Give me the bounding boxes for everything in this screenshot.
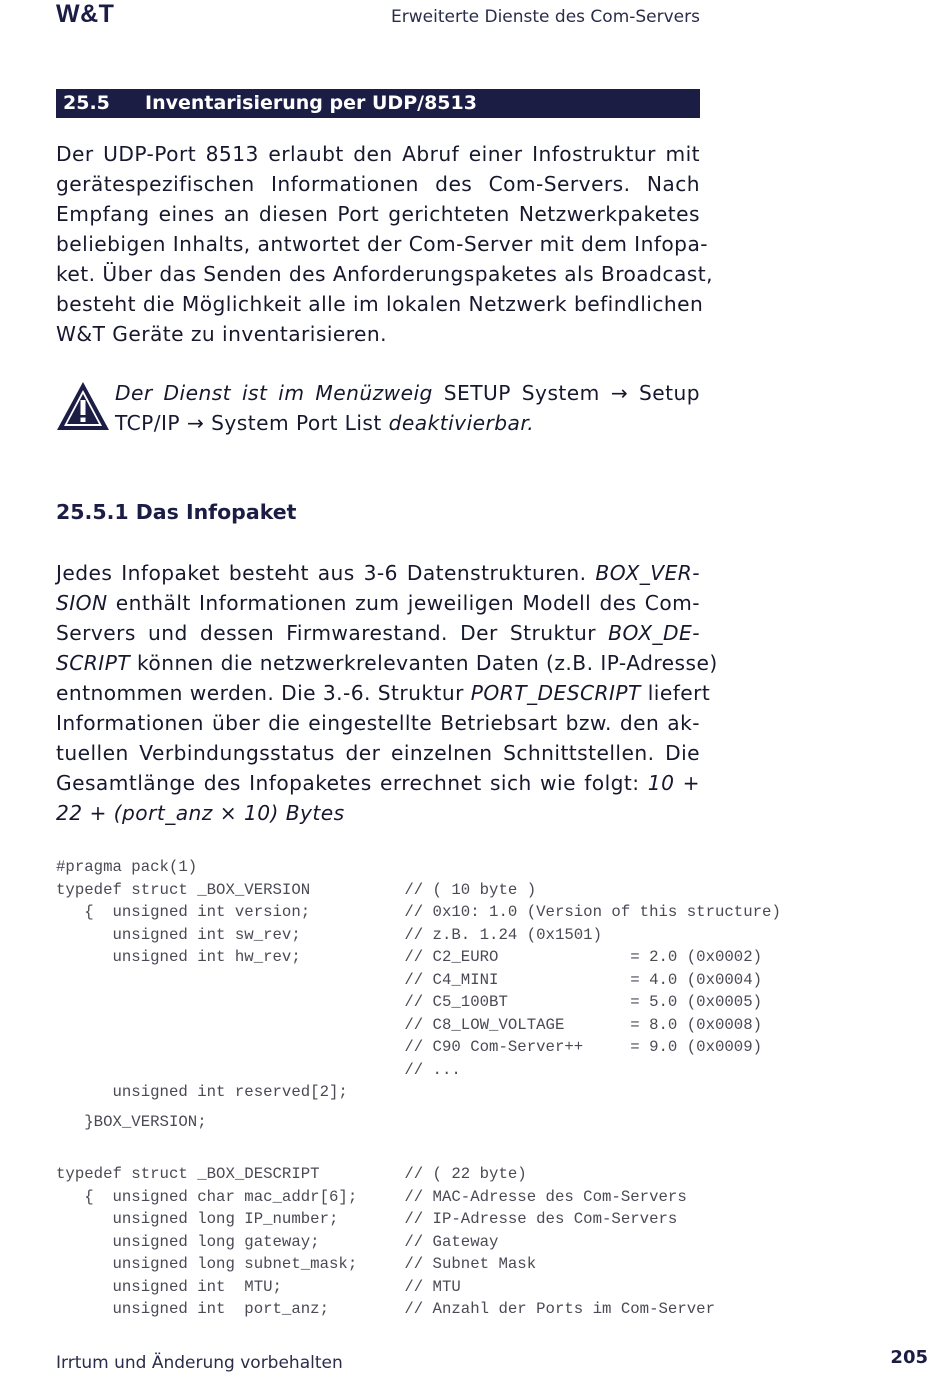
text-line: [56, 678, 711, 708]
struct-name: SION: [56, 591, 108, 615]
text-line: Empfang eines an diesen Port gerichteten Netzwerkpaketes: [56, 202, 700, 226]
section-heading: [56, 89, 700, 118]
text-run: liefert: [640, 681, 711, 705]
text-line: [56, 768, 700, 798]
warning-em: Der Dienst ist im Menüzweig: [115, 381, 433, 405]
text-run: entnommen werden. Die 3.-6. Struktur: [56, 681, 471, 705]
struct-name: BOX_VER-: [595, 561, 700, 585]
body-paragraph: [56, 558, 718, 828]
code-box-version-end: }BOX_VERSION;: [56, 1113, 207, 1131]
text-run: Jedes Infopaket besteht aus 3-6 Datenstrukturen.: [56, 561, 596, 585]
text-line: [56, 648, 718, 678]
code-box-descript: typedef struct _BOX_DESCRIPT // ( 22 byte) { unsigned char mac_addr[6]; // MAC-Adresse des Com-Servers unsigned long IP_number; // IP-Adresse des Com-Servers unsigned long gateway; // Gateway unsigned long subnet_mask; // Subnet Mask unsigned int MTU; // MTU unsigned int port_anz; // Anzahl der Ports im Com-Server: [56, 1165, 715, 1318]
text-run: Servers und dessen Firmwarestand. Der Struktur: [56, 621, 609, 645]
footer-note: Irrtum und Änderung vorbehalten: [56, 1353, 343, 1373]
section-number: 25.5: [63, 92, 110, 114]
struct-name: SCRIPT: [56, 651, 131, 675]
page-number: 205: [890, 1347, 928, 1368]
section-title: Inventarisierung per UDP/8513: [145, 92, 477, 114]
text-line: [115, 408, 700, 438]
running-header: Erweiterte Dienste des Com-Servers: [391, 7, 700, 27]
text-line: besteht die Möglichkeit alle im lokalen Netzwerk befindlichen: [56, 292, 704, 316]
text-run: können die netzwerkrelevanten Daten (z.B. IP-Adresse): [130, 651, 718, 675]
text-line: beliebigen Inhalts, antwortet der Com-Server mit dem Infopa-: [56, 232, 709, 256]
text-line: Der UDP-Port 8513 erlaubt den Abruf einer Infostruktur mit: [56, 142, 700, 166]
intro-paragraph: [56, 139, 713, 349]
text-line: W&T Geräte zu inventarisieren.: [56, 322, 388, 346]
formula: 22 + (port_anz × 10) Bytes: [56, 801, 345, 825]
text-line: [115, 378, 700, 408]
subsection-heading: 25.5.1 Das Infopaket: [56, 500, 297, 524]
struct-name: BOX_DE-: [608, 621, 700, 645]
text-line: [56, 618, 700, 648]
formula: 10 +: [647, 771, 701, 795]
text-line: ket. Über das Senden des Anforderungspaketes als Broadcast,: [56, 262, 713, 286]
warning-em: deaktivierbar.: [381, 411, 535, 435]
warning-triangle-icon: [55, 380, 111, 432]
text-line: [56, 798, 700, 828]
struct-name: PORT_DESCRIPT: [470, 681, 641, 705]
text-run: Gesamtlänge des Infopaketes errechnet sich wie folgt:: [56, 771, 648, 795]
text-line: gerätespezifischen Informationen des Com-Servers. Nach: [56, 172, 700, 196]
text-line: [56, 588, 700, 618]
brand-logo: W&T: [56, 0, 115, 28]
warning-note: [115, 378, 700, 438]
text-line: tuellen Verbindungsstatus der einzelnen Schnittstellen. Die: [56, 741, 700, 765]
menu-path: SETUP System → Setup: [432, 381, 700, 405]
text-line: [56, 558, 700, 588]
text-run: enthält Informationen zum jeweiligen Modell des Com-: [107, 591, 700, 615]
menu-path: TCP/IP → System Port List: [115, 411, 382, 435]
text-line: Informationen über die eingestellte Betriebsart bzw. den ak-: [56, 711, 700, 735]
code-box-version: #pragma pack(1) typedef struct _BOX_VERSION // ( 10 byte ) { unsigned int version; // 0x10: 1.0 (Version of this structure) unsigned int sw_rev; // z.B. 1.24 (0x1501) unsigned int hw_rev; // C2_EURO = 2.0 (0x0002) // C4_MINI = 4.0 (0x0004) // C5_100BT = 5.0 (0x0005) // C8_LOW_VOLTAGE = 8.0 (0x0008) // C90 Com-Server++ = 9.0 (0x0009) // ... unsigned int reserved[2];: [56, 858, 781, 1101]
